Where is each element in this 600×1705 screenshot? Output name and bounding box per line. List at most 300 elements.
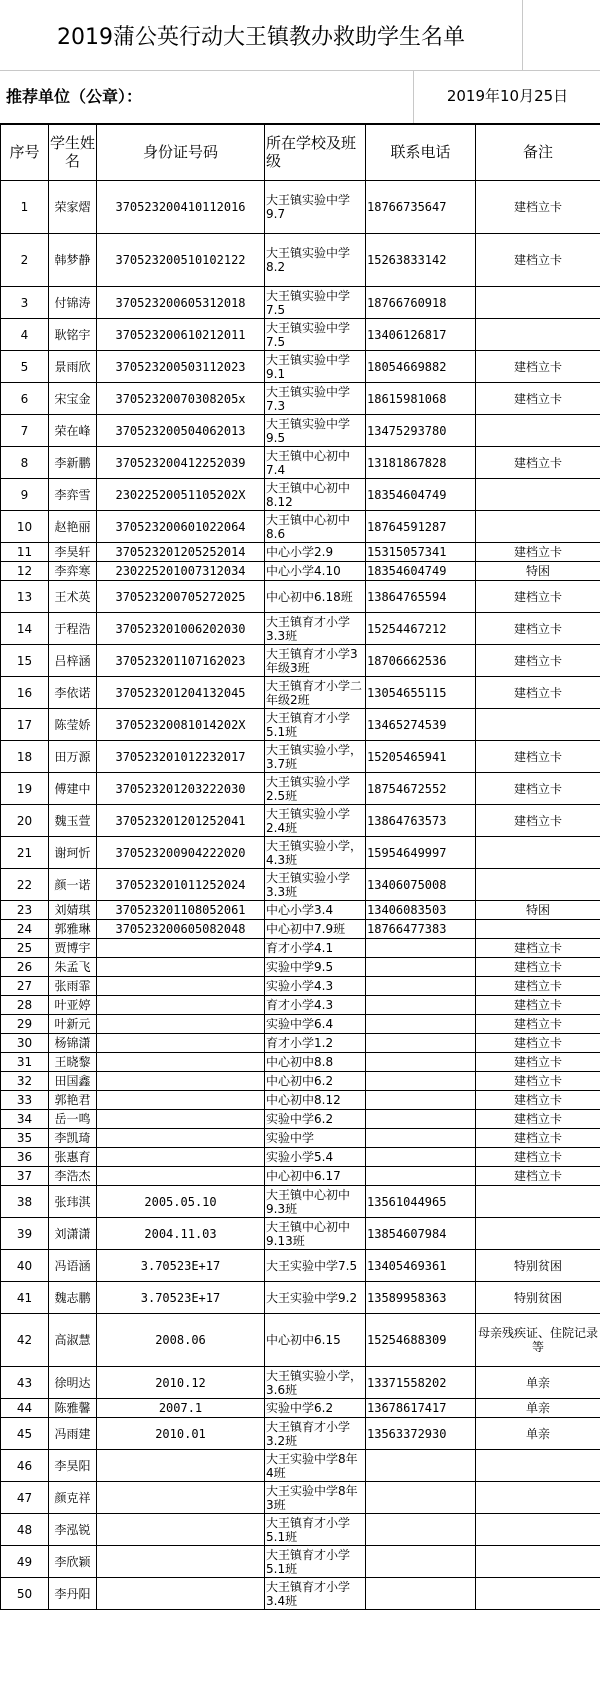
cell-school: 大王实验中学9.2 (265, 1282, 366, 1314)
header-note: 备注 (476, 124, 600, 181)
cell-school: 大王镇育才小学5.1班 (265, 1546, 366, 1578)
cell-school: 大王镇实验中学7.5 (265, 319, 366, 351)
table-row (1, 319, 600, 351)
table-row (1, 1186, 600, 1218)
cell-no: 9 (1, 479, 49, 511)
cell-school: 大王镇育才小学二年级2班 (265, 677, 366, 709)
recommend-unit-label: 推荐单位（公章）： (6, 87, 143, 106)
cell-note (476, 1546, 600, 1578)
cell-name: 张雨霏 (49, 977, 97, 996)
cell-no: 7 (1, 415, 49, 447)
cell-no: 41 (1, 1282, 49, 1314)
cell-name: 冯雨建 (49, 1418, 97, 1450)
page-title: 2019蒲公英行动大王镇教办救助学生名单 (0, 0, 522, 71)
cell-id: 370523200412252039 (97, 447, 265, 479)
table-row (1, 677, 600, 709)
cell-name: 颜一诺 (49, 869, 97, 901)
cell-school: 大王镇实验小学2.4班 (265, 805, 366, 837)
cell-id (97, 977, 265, 996)
cell-name: 李昊阳 (49, 1450, 97, 1482)
cell-phone: 18764591287 (366, 511, 476, 543)
cell-name: 朱孟飞 (49, 958, 97, 977)
cell-id: 2004.11.03 (97, 1218, 265, 1250)
cell-school: 大王镇实验小学，3.6班 (265, 1367, 366, 1399)
cell-school: 实验中学 (265, 1129, 366, 1148)
cell-no: 22 (1, 869, 49, 901)
cell-school: 中心小学2.9 (265, 543, 366, 562)
table-row (1, 1250, 600, 1282)
cell-school: 大王实验中学8年3班 (265, 1482, 366, 1514)
cell-id: 2008.06 (97, 1314, 265, 1367)
table-row (1, 383, 600, 415)
table-row (1, 1110, 600, 1129)
cell-phone (366, 1015, 476, 1034)
cell-name: 徐明达 (49, 1367, 97, 1399)
cell-note: 建档立卡 (476, 1015, 600, 1034)
cell-note: 建档立卡 (476, 645, 600, 677)
cell-phone: 13589958363 (366, 1282, 476, 1314)
cell-no: 3 (1, 287, 49, 319)
cell-name: 李浩杰 (49, 1167, 97, 1186)
table-row (1, 1578, 600, 1610)
cell-phone: 13678617417 (366, 1399, 476, 1418)
cell-phone: 18754672552 (366, 773, 476, 805)
cell-id (97, 1129, 265, 1148)
cell-school: 大王镇育才小学5.1班 (265, 709, 366, 741)
cell-name: 李凯琦 (49, 1129, 97, 1148)
cell-name: 刘潇潇 (49, 1218, 97, 1250)
table-row (1, 511, 600, 543)
cell-name: 谢珂忻 (49, 837, 97, 869)
cell-note: 特困 (476, 562, 600, 581)
cell-school: 大王镇实验中学9.1 (265, 351, 366, 383)
table-row (1, 613, 600, 645)
cell-id: 230225201007312034 (97, 562, 265, 581)
cell-id: 370523201108052061 (97, 901, 265, 920)
cell-id: 370523201201252041 (97, 805, 265, 837)
cell-school: 大王镇中心初中9.13班 (265, 1218, 366, 1250)
cell-name: 宋宝金 (49, 383, 97, 415)
cell-no: 34 (1, 1110, 49, 1129)
cell-phone (366, 1546, 476, 1578)
cell-name: 郭雅琳 (49, 920, 97, 939)
cell-phone (366, 977, 476, 996)
cell-id: 370523201107162023 (97, 645, 265, 677)
cell-note (476, 837, 600, 869)
cell-phone: 18054669882 (366, 351, 476, 383)
cell-school: 大王镇育才小学3.2班 (265, 1418, 366, 1450)
cell-phone: 18766735647 (366, 181, 476, 234)
cell-name: 叶亚婷 (49, 996, 97, 1015)
cell-note: 建档立卡 (476, 1072, 600, 1091)
cell-note: 建档立卡 (476, 741, 600, 773)
cell-name: 荣在峰 (49, 415, 97, 447)
cell-note: 建档立卡 (476, 977, 600, 996)
cell-no: 5 (1, 351, 49, 383)
table-row (1, 1015, 600, 1034)
cell-name: 刘婧琪 (49, 901, 97, 920)
cell-school: 大王镇育才小学3.3班 (265, 613, 366, 645)
cell-no: 37 (1, 1167, 49, 1186)
cell-school: 实验小学5.4 (265, 1148, 366, 1167)
cell-school: 大王镇中心初中7.4 (265, 447, 366, 479)
cell-note: 特别贫困 (476, 1250, 600, 1282)
cell-name: 颜克祥 (49, 1482, 97, 1514)
cell-phone (366, 1578, 476, 1610)
cell-note (476, 1218, 600, 1250)
cell-no: 15 (1, 645, 49, 677)
table-row (1, 977, 600, 996)
cell-id: 37052320070308205x (97, 383, 265, 415)
cell-no: 47 (1, 1482, 49, 1514)
cell-note: 特困 (476, 901, 600, 920)
cell-phone: 13406083503 (366, 901, 476, 920)
cell-phone (366, 1450, 476, 1482)
cell-school: 实验中学6.2 (265, 1399, 366, 1418)
cell-phone (366, 1110, 476, 1129)
cell-name: 叶新元 (49, 1015, 97, 1034)
cell-id: 37052320081014202X (97, 709, 265, 741)
cell-phone: 13405469361 (366, 1250, 476, 1282)
cell-name: 李弈寒 (49, 562, 97, 581)
cell-phone: 13371558202 (366, 1367, 476, 1399)
cell-school: 实验小学4.3 (265, 977, 366, 996)
cell-note: 建档立卡 (476, 1053, 600, 1072)
table-row (1, 351, 600, 383)
cell-note (476, 319, 600, 351)
cell-name: 魏玉萱 (49, 805, 97, 837)
cell-phone: 13465274539 (366, 709, 476, 741)
table-row (1, 645, 600, 677)
cell-school: 中心初中6.18班 (265, 581, 366, 613)
cell-phone (366, 958, 476, 977)
cell-id: 370523200610212011 (97, 319, 265, 351)
cell-id (97, 1514, 265, 1546)
cell-id: 370523201205252014 (97, 543, 265, 562)
cell-school: 大王实验中学7.5 (265, 1250, 366, 1282)
cell-name: 张惠育 (49, 1148, 97, 1167)
cell-phone (366, 1091, 476, 1110)
cell-no: 36 (1, 1148, 49, 1167)
cell-name: 耿铭宇 (49, 319, 97, 351)
report-date: 2019年10月25日 (413, 70, 600, 123)
cell-note: 建档立卡 (476, 805, 600, 837)
cell-id (97, 996, 265, 1015)
cell-school: 大王镇中心初中8.6 (265, 511, 366, 543)
cell-note (476, 511, 600, 543)
cell-school: 中心小学4.10 (265, 562, 366, 581)
cell-note: 建档立卡 (476, 773, 600, 805)
cell-school: 大王镇育才小学3.4班 (265, 1578, 366, 1610)
cell-name: 景雨欣 (49, 351, 97, 383)
cell-no: 6 (1, 383, 49, 415)
cell-note: 母亲残疾证、住院记录等 (476, 1314, 600, 1367)
table-row (1, 1450, 600, 1482)
cell-no: 42 (1, 1314, 49, 1367)
table-row (1, 447, 600, 479)
cell-phone: 15954649997 (366, 837, 476, 869)
table-row (1, 741, 600, 773)
cell-phone: 13854607984 (366, 1218, 476, 1250)
cell-note: 建档立卡 (476, 958, 600, 977)
table-row (1, 869, 600, 901)
cell-school: 中心初中6.15 (265, 1314, 366, 1367)
table-row (1, 1367, 600, 1399)
cell-note: 单亲 (476, 1418, 600, 1450)
student-table (0, 123, 600, 1610)
cell-phone: 15315057341 (366, 543, 476, 562)
cell-phone: 15205465941 (366, 741, 476, 773)
cell-id (97, 939, 265, 958)
cell-note (476, 869, 600, 901)
cell-school: 大王镇实验小学3.3班 (265, 869, 366, 901)
cell-note (476, 709, 600, 741)
cell-id: 370523201204132045 (97, 677, 265, 709)
cell-name: 魏志鹏 (49, 1282, 97, 1314)
table-row (1, 996, 600, 1015)
cell-name: 王术英 (49, 581, 97, 613)
table-row (1, 958, 600, 977)
cell-school: 中心初中7.9班 (265, 920, 366, 939)
cell-phone: 13406075008 (366, 869, 476, 901)
cell-school: 实验中学6.4 (265, 1015, 366, 1034)
cell-phone (366, 1482, 476, 1514)
cell-note (476, 479, 600, 511)
cell-phone (366, 939, 476, 958)
cell-phone: 18706662536 (366, 645, 476, 677)
cell-id (97, 1053, 265, 1072)
cell-school: 大王镇实验中学9.7 (265, 181, 366, 234)
cell-id (97, 1072, 265, 1091)
cell-id: 370523201012232017 (97, 741, 265, 773)
cell-school: 实验中学6.2 (265, 1110, 366, 1129)
cell-id: 370523200510102122 (97, 234, 265, 287)
header-id: 身份证号码 (97, 124, 265, 181)
cell-phone (366, 1148, 476, 1167)
cell-phone (366, 1053, 476, 1072)
cell-note: 建档立卡 (476, 939, 600, 958)
table-row (1, 562, 600, 581)
cell-school: 中心初中8.12 (265, 1091, 366, 1110)
table-row (1, 543, 600, 562)
cell-note: 建档立卡 (476, 1129, 600, 1148)
cell-name: 王晓黎 (49, 1053, 97, 1072)
table-row (1, 709, 600, 741)
table-row (1, 773, 600, 805)
cell-id: 3.70523E+17 (97, 1282, 265, 1314)
cell-note (476, 1450, 600, 1482)
cell-note: 建档立卡 (476, 1148, 600, 1167)
cell-name: 贾博宇 (49, 939, 97, 958)
table-row (1, 837, 600, 869)
cell-name: 田国鑫 (49, 1072, 97, 1091)
cell-no: 25 (1, 939, 49, 958)
table-row (1, 1218, 600, 1250)
cell-id (97, 1148, 265, 1167)
table-row (1, 901, 600, 920)
cell-id: 370523201006202030 (97, 613, 265, 645)
cell-note: 单亲 (476, 1367, 600, 1399)
cell-phone (366, 996, 476, 1015)
cell-school: 育才小学4.3 (265, 996, 366, 1015)
cell-no: 30 (1, 1034, 49, 1053)
table-row (1, 1514, 600, 1546)
table-row (1, 1053, 600, 1072)
cell-phone: 13181867828 (366, 447, 476, 479)
cell-no: 29 (1, 1015, 49, 1034)
recommend-row (0, 70, 600, 125)
cell-note (476, 287, 600, 319)
cell-phone (366, 1072, 476, 1091)
cell-name: 高淑慧 (49, 1314, 97, 1367)
table-row (1, 1148, 600, 1167)
table-row (1, 1418, 600, 1450)
cell-phone: 13561044965 (366, 1186, 476, 1218)
cell-school: 育才小学1.2 (265, 1034, 366, 1053)
cell-no: 27 (1, 977, 49, 996)
cell-school: 大王镇实验中学7.3 (265, 383, 366, 415)
cell-no: 20 (1, 805, 49, 837)
table-body (1, 181, 600, 1610)
cell-phone: 13054655115 (366, 677, 476, 709)
cell-note: 建档立卡 (476, 1091, 600, 1110)
table-row (1, 1399, 600, 1418)
cell-phone (366, 1167, 476, 1186)
cell-school: 中心初中6.2 (265, 1072, 366, 1091)
cell-note: 建档立卡 (476, 181, 600, 234)
cell-no: 48 (1, 1514, 49, 1546)
table-row (1, 1546, 600, 1578)
cell-name: 李欣颖 (49, 1546, 97, 1578)
cell-school: 大王镇实验中学7.5 (265, 287, 366, 319)
cell-school: 大王镇实验中学9.5 (265, 415, 366, 447)
cell-no: 8 (1, 447, 49, 479)
table-row (1, 181, 600, 234)
cell-school: 大王镇实验小学，3.7班 (265, 741, 366, 773)
cell-phone: 13406126817 (366, 319, 476, 351)
cell-note: 单亲 (476, 1399, 600, 1418)
cell-id: 370523200504062013 (97, 415, 265, 447)
table-row (1, 581, 600, 613)
cell-school: 实验中学9.5 (265, 958, 366, 977)
cell-note: 建档立卡 (476, 383, 600, 415)
cell-name: 李泓锐 (49, 1514, 97, 1546)
cell-no: 33 (1, 1091, 49, 1110)
cell-id: 2010.12 (97, 1367, 265, 1399)
cell-id: 370523200904222020 (97, 837, 265, 869)
table-row (1, 920, 600, 939)
cell-phone (366, 1514, 476, 1546)
cell-id (97, 1015, 265, 1034)
cell-name: 杨锦潇 (49, 1034, 97, 1053)
cell-no: 45 (1, 1418, 49, 1450)
table-row (1, 1034, 600, 1053)
cell-no: 14 (1, 613, 49, 645)
cell-no: 2 (1, 234, 49, 287)
cell-id: 370523200605312018 (97, 287, 265, 319)
table-row (1, 1282, 600, 1314)
table-row (1, 287, 600, 319)
header-name: 学生姓名 (49, 124, 97, 181)
cell-phone: 13864763573 (366, 805, 476, 837)
cell-note: 建档立卡 (476, 234, 600, 287)
cell-phone: 15263833142 (366, 234, 476, 287)
table-header-row (1, 124, 600, 181)
cell-id (97, 1482, 265, 1514)
cell-name: 郭艳君 (49, 1091, 97, 1110)
cell-no: 21 (1, 837, 49, 869)
cell-no: 19 (1, 773, 49, 805)
cell-school: 大王镇育才小学3年级3班 (265, 645, 366, 677)
cell-phone: 15254467212 (366, 613, 476, 645)
cell-id (97, 958, 265, 977)
header-school: 所在学校及班级 (265, 124, 366, 181)
table-row (1, 1314, 600, 1367)
cell-id: 2007.1 (97, 1399, 265, 1418)
table-row (1, 1072, 600, 1091)
cell-name: 李昊轩 (49, 543, 97, 562)
cell-note: 建档立卡 (476, 351, 600, 383)
cell-id: 370523200503112023 (97, 351, 265, 383)
cell-no: 24 (1, 920, 49, 939)
cell-id: 370523200601022064 (97, 511, 265, 543)
cell-name: 张玮淇 (49, 1186, 97, 1218)
cell-note: 建档立卡 (476, 996, 600, 1015)
header-no: 序号 (1, 124, 49, 181)
cell-phone: 18766477383 (366, 920, 476, 939)
cell-name: 岳一鸣 (49, 1110, 97, 1129)
cell-name: 傅建中 (49, 773, 97, 805)
cell-no: 44 (1, 1399, 49, 1418)
cell-school: 大王镇中心初中8.12 (265, 479, 366, 511)
cell-id: 370523201011252024 (97, 869, 265, 901)
cell-name: 李弈雪 (49, 479, 97, 511)
cell-name: 陈莹娇 (49, 709, 97, 741)
table-row (1, 939, 600, 958)
table-row (1, 1129, 600, 1148)
cell-name: 韩梦静 (49, 234, 97, 287)
cell-no: 35 (1, 1129, 49, 1148)
cell-id: 23022520051105202X (97, 479, 265, 511)
cell-id (97, 1091, 265, 1110)
cell-note: 建档立卡 (476, 447, 600, 479)
cell-no: 38 (1, 1186, 49, 1218)
cell-phone: 18354604749 (366, 562, 476, 581)
cell-id: 370523200605082048 (97, 920, 265, 939)
cell-school: 育才小学4.1 (265, 939, 366, 958)
cell-note (476, 1482, 600, 1514)
cell-name: 李丹阳 (49, 1578, 97, 1610)
cell-phone: 18615981068 (366, 383, 476, 415)
cell-school: 中心初中6.17 (265, 1167, 366, 1186)
cell-id (97, 1546, 265, 1578)
cell-name: 于程浩 (49, 613, 97, 645)
cell-phone: 18354604749 (366, 479, 476, 511)
table-row (1, 1167, 600, 1186)
cell-phone: 18766760918 (366, 287, 476, 319)
cell-school: 大王镇实验中学8.2 (265, 234, 366, 287)
cell-note: 建档立卡 (476, 677, 600, 709)
title-empty-cell (522, 0, 600, 71)
cell-no: 12 (1, 562, 49, 581)
cell-id: 3.70523E+17 (97, 1250, 265, 1282)
cell-id: 2010.01 (97, 1418, 265, 1450)
cell-no: 26 (1, 958, 49, 977)
cell-note: 建档立卡 (476, 1110, 600, 1129)
cell-id (97, 1034, 265, 1053)
cell-no: 39 (1, 1218, 49, 1250)
cell-id: 370523201203222030 (97, 773, 265, 805)
